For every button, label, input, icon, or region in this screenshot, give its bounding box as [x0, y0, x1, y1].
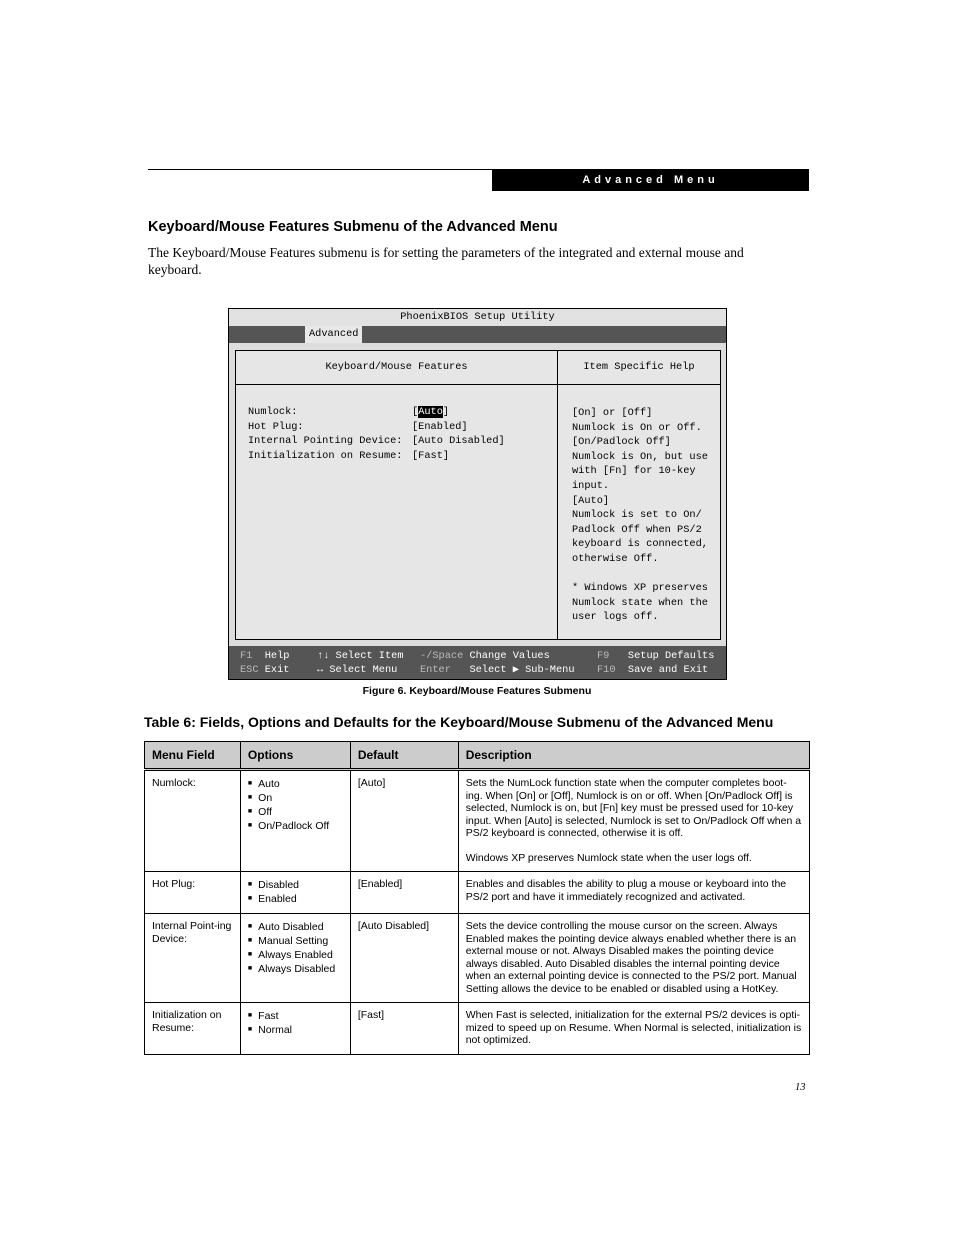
bios-title: PhoenixBIOS Setup Utility: [229, 309, 726, 326]
option-item: ■ On: [248, 791, 343, 805]
col-header-menu-field: Menu Field: [145, 742, 241, 770]
bios-screenshot: [228, 308, 727, 680]
bios-help-title: Item Specific Help: [558, 351, 720, 385]
option-item: ■ Auto Disabled: [248, 920, 343, 934]
footer-f1[interactable]: F1 Help: [240, 650, 290, 662]
option-item: ■ Always Enabled: [248, 948, 343, 962]
page-heading: Keyboard/Mouse Features Submenu of the Advanced Menu: [148, 219, 558, 235]
intro-paragraph: The Keyboard/Mouse Features submenu is for setting the parameters of the integrated and external mouse and keyboard.: [148, 245, 744, 277]
bios-selected-value[interactable]: Auto: [418, 406, 443, 418]
bios-field-init-resume[interactable]: Initialization on Resume: [Fast]: [248, 449, 450, 462]
cell-options: [240, 914, 350, 1003]
footer-select-menu[interactable]: ↔ Select Menu: [317, 664, 398, 676]
footer-f9[interactable]: F9 Setup Defaults: [597, 650, 715, 662]
section-header: Advanced Menu: [492, 170, 809, 191]
bios-divider: [557, 384, 558, 639]
cell-field: Numlock:: [145, 770, 241, 872]
option-item: ■ Manual Setting: [248, 934, 343, 948]
cell-options: [240, 770, 350, 872]
bios-main-panel: [235, 350, 721, 640]
cell-description: Enables and disables the ability to plug a mouse or keyboard into the PS/2 port and have it immediately recognized and activated.: [458, 872, 809, 914]
bios-field-list: [248, 405, 505, 463]
table-row: [145, 914, 810, 1003]
bios-field-internal-pointing[interactable]: Internal Pointing Device: [Auto Disabled]: [248, 435, 505, 447]
table-title: Table 6: Fields, Options and Defaults for the Keyboard/Mouse Submenu of the Advanced Menu: [144, 714, 774, 730]
col-header-default: Default: [350, 742, 458, 770]
cell-field: Initialization on Resume:: [145, 1003, 241, 1055]
option-item: ■ On/Padlock Off: [248, 819, 343, 833]
footer-select-submenu[interactable]: Enter Select ▶ Sub-Menu: [420, 664, 575, 676]
footer-change-values[interactable]: -/Space Change Values: [420, 650, 550, 662]
option-item: ■ Normal: [248, 1023, 343, 1037]
cell-description: Sets the NumLock function state when the computer completes boot-ing. When [On] or [Off], Numlock is on or off. When [On/Padlock Off] is selected, Numlock is on, but [Fn] key must be pressed used for 10-key input. When [Auto] is selected, Numlock is set to On/Padlock Off when a PS/2 keyboard is connected, otherwise it is off. Windows XP preserves Numlock state when the user logs off.: [458, 770, 809, 872]
bios-field-hot-plug[interactable]: Hot Plug: [Enabled]: [248, 420, 468, 433]
cell-default: [Enabled]: [350, 872, 458, 914]
figure-caption: Figure 6. Keyboard/Mouse Features Submenu: [362, 685, 592, 697]
footer-select-item[interactable]: ↑↓ Select Item: [317, 650, 404, 662]
bios-menubar: [229, 326, 726, 343]
table-header-row: [145, 742, 810, 770]
options-table: [144, 741, 810, 1055]
cell-description: Sets the device controlling the mouse cursor on the screen. Always Enabled makes the pointing device always enabled whether there is an external mouse or not. Always Disabled makes the pointing device always disabled. Auto Disabled disables the internal pointing device when an external pointing device is connected to the PS/2 port. Manual Setting allows the device to be enabled or disabled using a HotKey.: [458, 914, 809, 1003]
option-item: ■ Disabled: [248, 878, 343, 892]
bios-field-numlock[interactable]: Numlock: [Auto]: [248, 406, 450, 418]
col-header-description: Description: [458, 742, 809, 770]
bios-panel-title: Keyboard/Mouse Features: [236, 351, 558, 385]
bios-help-text: [On] or [Off] Numlock is On or Off. [On/Padlock Off] Numlock is On, but use with [Fn] for 10-key input. [Auto] Numlock is set to On/ Padlock Off when PS/2 keyboard is connected, otherwise Off. * Windows XP preserves Numlock state when the user logs off.: [572, 407, 708, 624]
option-item: ■ Auto: [248, 777, 343, 791]
cell-default: [Auto Disabled]: [350, 914, 458, 1003]
cell-options: [240, 1003, 350, 1055]
option-item: ■ Enabled: [248, 892, 343, 906]
page-number: 13: [795, 1082, 806, 1093]
cell-options: [240, 872, 350, 914]
bios-tab-advanced[interactable]: Advanced: [305, 326, 362, 343]
option-item: ■ Fast: [248, 1009, 343, 1023]
footer-esc[interactable]: ESC Exit: [240, 664, 290, 676]
cell-field: Internal Point-ing Device:: [145, 914, 241, 1003]
table-row: [145, 1003, 810, 1055]
option-item: ■ Off: [248, 805, 343, 819]
cell-default: [Auto]: [350, 770, 458, 872]
cell-description: When Fast is selected, initialization for the external PS/2 devices is opti-mized to speed up on Resume. When Normal is selected, initialization is not optimized.: [458, 1003, 809, 1055]
table-row: [145, 872, 810, 914]
footer-f10[interactable]: F10 Save and Exit: [597, 664, 709, 676]
cell-default: [Fast]: [350, 1003, 458, 1055]
col-header-options: Options: [240, 742, 350, 770]
bios-footer: [229, 646, 726, 679]
cell-field: Hot Plug:: [145, 872, 241, 914]
option-item: ■ Always Disabled: [248, 962, 343, 976]
table-row: [145, 770, 810, 872]
